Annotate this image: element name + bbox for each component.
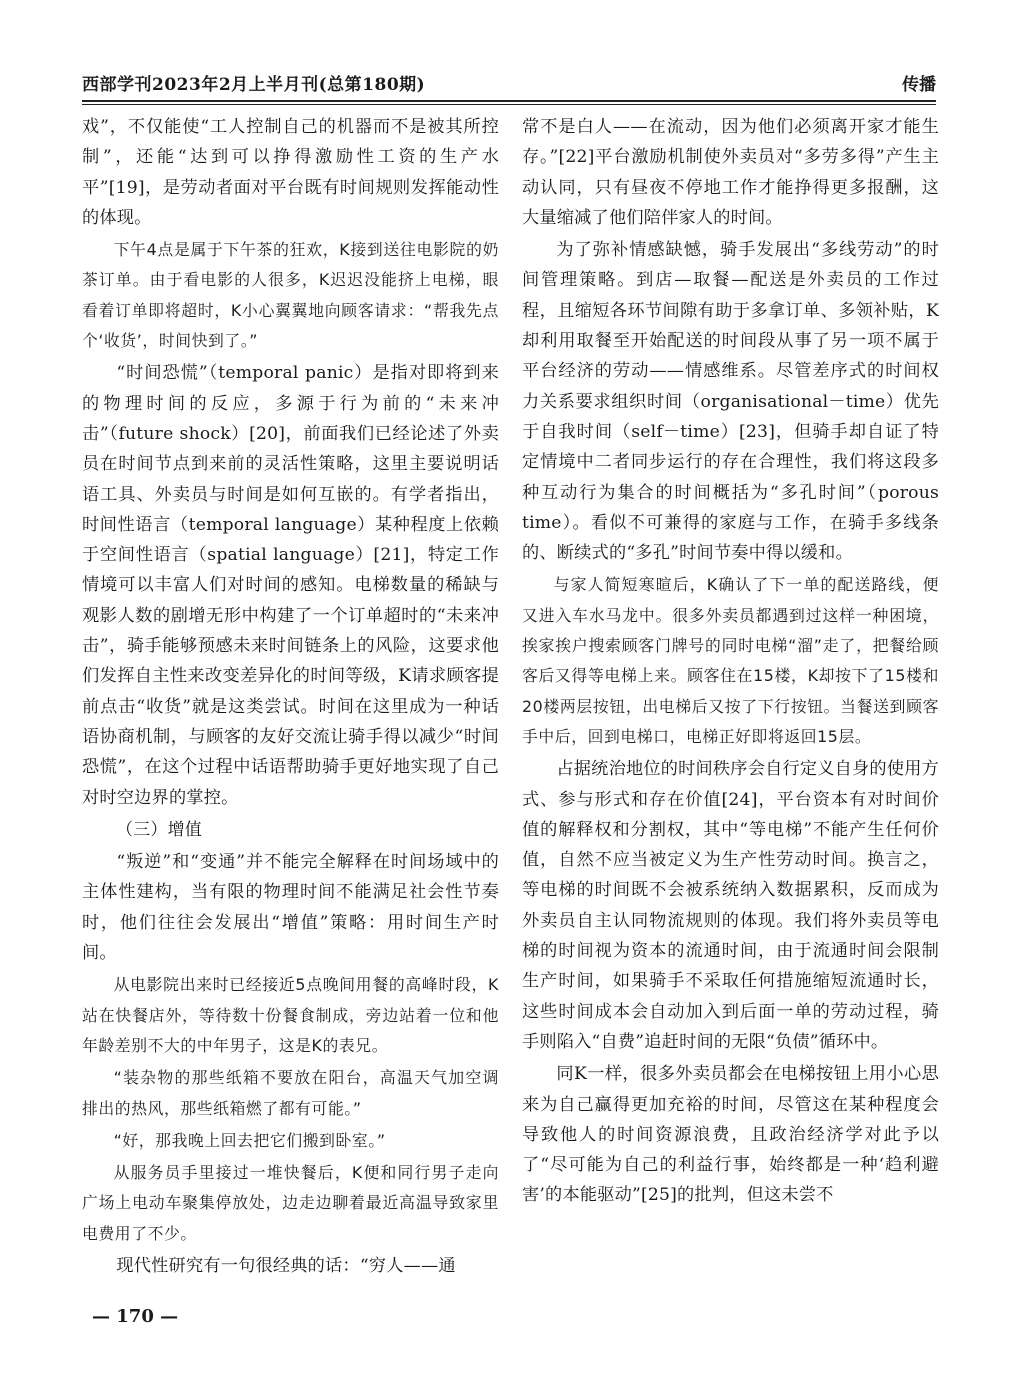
paragraph: “装杂物的那些纸箱不要放在阳台，高温天气加空调排出的热风，那些纸箱燃了都有可能。” (82, 1068, 499, 1118)
paragraph: “好，那我晚上回去把它们搬到卧室。” (113, 1130, 386, 1150)
paragraph: 从电影院出来时已经接近5点晚间用餐的高峰时段，K站在快餐店外，等待数十份餐食制成，旁边站着一位和他年龄差别不大的中年男子，这是K的表兄。 (82, 975, 499, 1055)
header-rule (82, 100, 936, 102)
paragraph: 与家人简短寒暄后，K确认了下一单的配送路线，便又进入车水马龙中。很多外卖员都遇到过这样一种困境，挨家挨户搜索顾客门牌号的同时电梯“溜”走了，把餐给顾客后又得等电梯上来。顾客住在15楼，K却按下了15楼和20楼两层按钮，出电梯后又按了下行按钮。当餐送到顾客手中后，回到电梯口，电梯正好即将返回15层。 (522, 575, 939, 746)
paragraph: 戏”，不仅能使“工人控制自己的机器而不是被其所控制”，还能“达到可以挣得激励性工资的生产水平”[19]，是劳动者面对平台既有时间规则发挥能动性的体现。 (82, 117, 499, 228)
page-number: — 170 — (92, 1306, 179, 1327)
left-column (82, 112, 499, 1302)
paragraph: 从服务员手里接过一堆快餐后，K便和同行男子走向广场上电动车聚集停放处，边走边聊着最近高温导致家里电费用了不少。 (82, 1163, 499, 1243)
paragraph: 常不是白人——在流动，因为他们必须离开家才能生存。”[22]平台激励机制使外卖员对“多劳多得”产生主动认同，只有昼夜不停地工作才能挣得更多报酬，这大量缩减了他们陪伴家人的时间。 (522, 117, 939, 228)
paragraph: 为了弥补情感缺憾，骑手发展出“多线劳动”的时间管理策略。到店—取餐—配送是外卖员的工作过程，且缩短各环节间隙有助于多拿订单、多领补贴，K却利用取餐至开始配送的时间段从事了另一项不属于平台经济的劳动——情感维系。尽管差序式的时间权力关系要求组织时间（organisational－time）优先于自我时间（self－time）[23]，但骑手却自证了特定情境中二者同步运行的存在合理性，我们将这段多种互动行为集合的时间概括为“多孔时间”（porous time）。看似不可兼得的家庭与工作，在骑手多线条的、断续式的“多孔”时间节奏中得以缓和。 (522, 240, 939, 564)
paragraph: 占据统治地位的时间秩序会自行定义自身的使用方式、参与形式和存在价值[24]，平台资本有对时间价值的解释权和分割权，其中“等电梯”不能产生任何价值，自然不应当被定义为生产性劳动时间。换言之，等电梯的时间既不会被系统纳入数据累积，反而成为外卖员自主认同物流规则的体现。我们将外卖员等电梯的时间视为资本的流通时间，由于流通时间会限制生产时间，如果骑手不采取任何措施缩短流通时长，这些时间成本会自动加入到后面一单的劳动过程，骑手则陷入“自费”追赶时间的无限“负债”循环中。 (522, 759, 939, 1052)
right-column (522, 112, 939, 1302)
subsection-heading: （三）增值 (116, 819, 202, 840)
paragraph: “叛逆”和“变通”并不能完全解释在时间场域中的主体性建构，当有限的物理时间不能满足社会性节奏时，他们往往会发展出“增值”策略：用时间生产时间。 (82, 852, 499, 964)
section-name: 传播 (902, 75, 936, 95)
paragraph: 现代性研究有一句很经典的话：“穷人——通 (116, 1255, 456, 1276)
journal-title: 西部学刊2023年2月上半月刊(总第180期) (82, 75, 426, 95)
paragraph: “时间恐慌”（temporal panic）是指对即将到来的物理时间的反应，多源于行为前的“未来冲击”（future shock）[20]，前面我们已经论述了外卖员在时间节点到来前的灵活性策略，这里主要说明话语工具、外卖员与时间是如何互嵌的。有学者指出，时间性语言（temporal language）某种程度上依赖于空间性语言（spatial language）[21]，特定工作情境可以丰富人们对时间的感知。电梯数量的稀缺与观影人数的剧增无形中构建了一个订单超时的“未来冲击”，骑手能够预感未来时间链条上的风险，这要求他们发挥自主性来改变差异化的时间等级，K请求顾客提前点击“收货”就是这类尝试。时间在这里成为一种话语协商机制，与顾客的友好交流让骑手得以减少“时间恐慌”，在这个过程中话语帮助骑手更好地实现了自己对时空边界的掌控。 (82, 363, 499, 808)
running-header (82, 70, 936, 96)
header-rule-thin (82, 104, 936, 105)
paragraph: 下午4点是属于下午茶的狂欢，K接到送往电影院的奶茶订单。由于看电影的人很多，K迟迟没能挤上电梯，眼看着订单即将超时，K小心翼翼地向顾客请求：“帮我先点个‘收货’，时间快到了。” (82, 240, 499, 351)
paragraph: 同K一样，很多外卖员都会在电梯按钮上用小心思来为自己赢得更加充裕的时间，尽管这在某种程度会导致他人的时间资源浪费，且政治经济学对此予以了“尽可能为自己的利益行事，始终都是一种‘趋利避害’的本能驱动”[25]的批判，但这未尝不 (522, 1064, 939, 1206)
